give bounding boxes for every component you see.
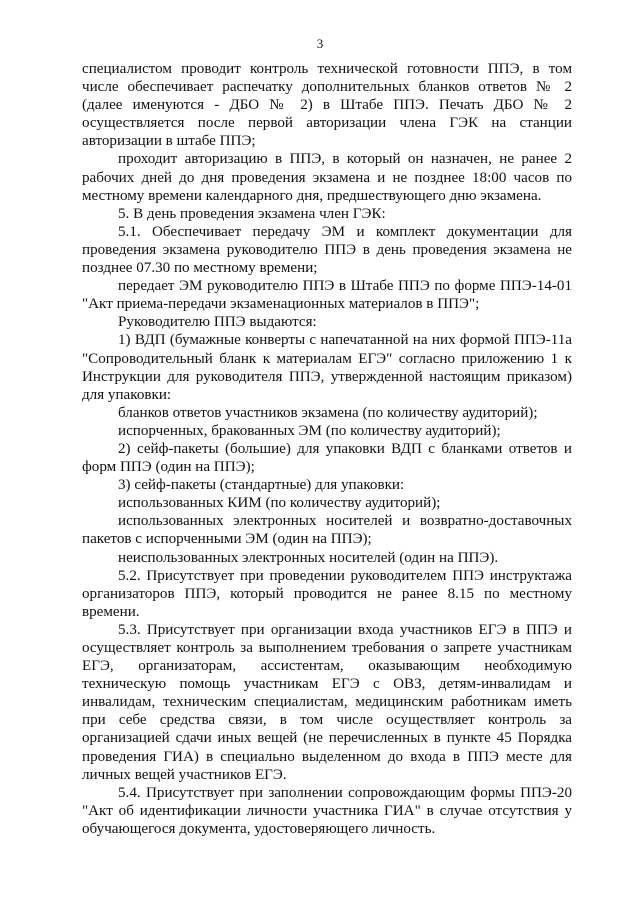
paragraph: использованных КИМ (по количеству аудиторий); (118, 495, 441, 512)
paragraph: специалистом проводит контроль технической готовности ППЭ, в том числе обеспечивает распечатку дополнительных бланков ответов № 2 (далее именуются - ДБО № 2) в Штабе ППЭ. Печать ДБО № 2 осуществляется после первой авторизации члена ГЭК на станции авторизации в штабе ППЭ; (82, 61, 572, 150)
paragraph: Руководителю ППЭ выдаются: (118, 314, 317, 331)
paragraph: 2) сейф-пакеты (большие) для упаковки ВДП с бланками ответов и форм ППЭ (один на ППЭ); (82, 440, 572, 476)
paragraph: 5.1. Обеспечивает передачу ЭМ и комплект документации для проведения экзамена руководителю ППЭ в день проведения экзамена не позднее 07.30 по местному времени; (82, 223, 572, 277)
page-number: 3 (316, 36, 324, 51)
paragraph: 3) сейф-пакеты (стандартные) для упаковки: (118, 477, 405, 494)
paragraph: передает ЭМ руководителю ППЭ в Штабе ППЭ по форме ППЭ-14-01 "Акт приема-передачи экзаменационных материалов в ППЭ"; (82, 278, 572, 313)
paragraph: 5.3. Присутствует при организации входа участников ЕГЭ в ППЭ и осуществляет контроль за выполнением требования о запрете участникам ЕГЭ, организаторам, ассистентам, оказывающим необходимую техническую помощь участникам ЕГЭ с ОВЗ, детям-инвалидам и инвалидам, техническим специалистам, медицинским работникам иметь при себе средства связи, в том числе осуществляет контроль за организацией сдачи иных вещей (не перечисленных в пункте 45 Порядка проведения ГИА) в специально выделенном до входа в ППЭ месте для личных вещей участников ЕГЭ. (82, 621, 572, 783)
document-body (82, 60, 572, 838)
paragraph: 5.4. Присутствует при заполнении сопровождающим формы ППЭ-20 "Акт об идентификации личности участника ГИА" в случае отсутствия у обучающегося документа, удостоверяющего личность. (82, 784, 572, 837)
paragraph: неиспользованных электронных носителей (один на ППЭ). (118, 549, 499, 566)
paragraph: бланков ответов участников экзамена (по количеству аудиторий); (118, 404, 538, 421)
paragraph: 5.2. Присутствует при проведении руководителем ППЭ инструктажа организаторов ППЭ, который проводится не ранее 8.15 по местному времени. (82, 567, 572, 620)
paragraph: испорченных, бракованных ЭМ (по количеству аудиторий); (118, 422, 501, 439)
paragraph: использованных электронных носителей и возвратно-доставочных пакетов с испорченными ЭМ (один на ППЭ); (82, 513, 572, 548)
paragraph: 5. В день проведения экзамена член ГЭК: (118, 205, 386, 222)
paragraph: проходит авторизацию в ППЭ, в который он назначен, не ранее 2 рабочих дней до дня проведения экзамена и не позднее 18:00 часов по местному времени календарного дня, предшествующего дню экзамена. (82, 151, 572, 204)
paragraph: 1) ВДП (бумажные конверты с напечатанной на них формой ППЭ-11а "Сопроводительный бланк к материалам ЕГЭ" согласно приложению 1 к Инструкции для руководителя ППЭ, утвержденной настоящим приказом) для упаковки: (82, 332, 572, 403)
